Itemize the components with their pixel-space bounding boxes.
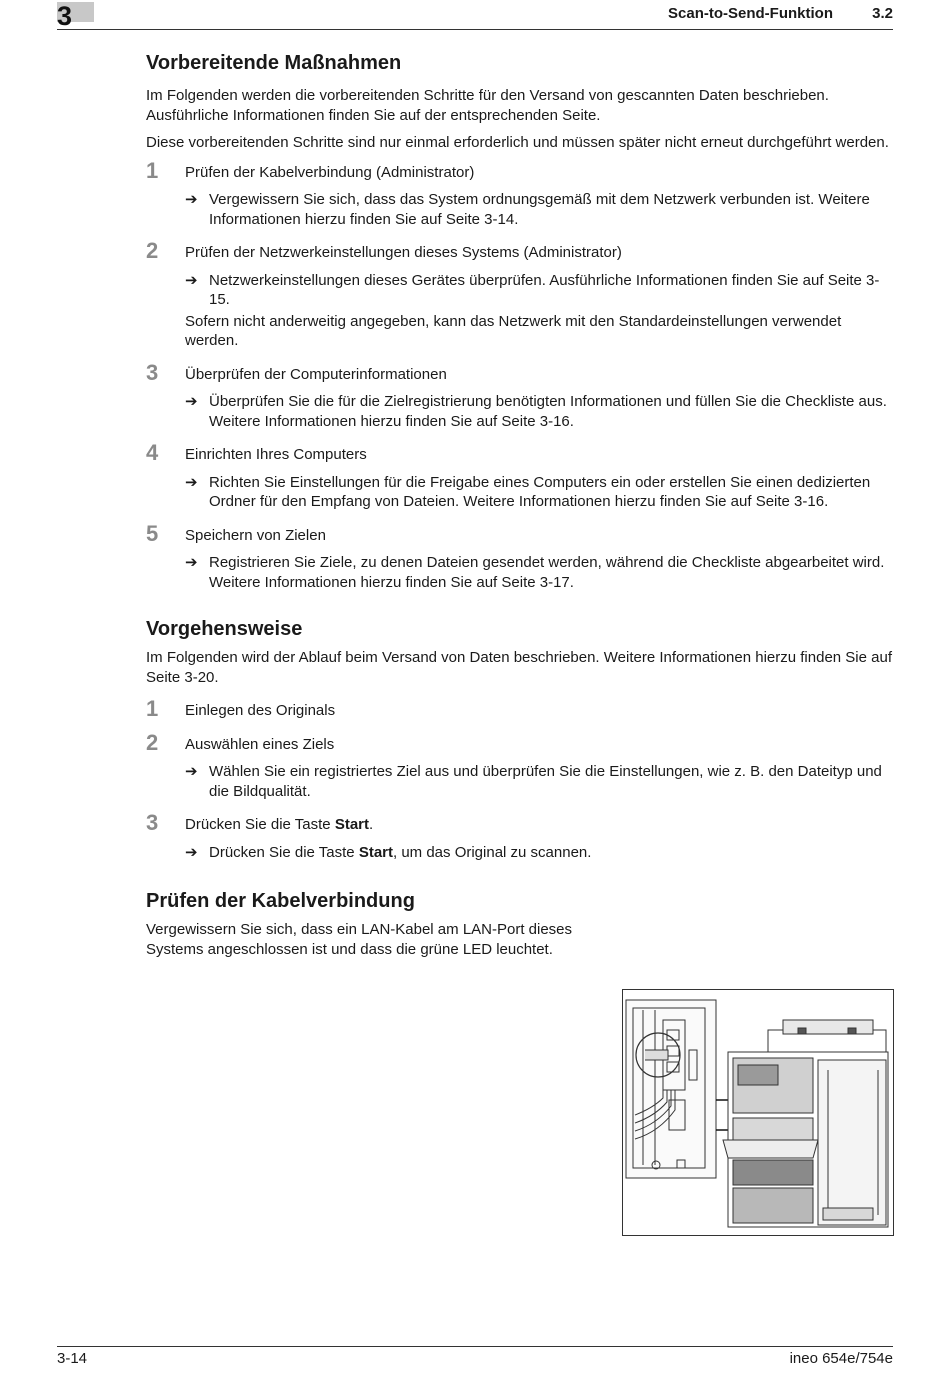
arrow-icon: ➔: [185, 763, 198, 780]
arrow-icon: ➔: [185, 473, 198, 491]
step-number: 4: [146, 440, 159, 465]
step-title: Auswählen eines Ziels: [185, 735, 335, 753]
footer-rule: [57, 1346, 893, 1347]
step-number: 2: [146, 238, 159, 263]
step-title: Einlegen des Originals: [185, 702, 336, 719]
section-heading-preparation: Vorbereitende Maßnahmen: [146, 52, 402, 74]
section-heading-procedure: Vorgehensweise: [146, 618, 303, 640]
product-model: ineo 654e/754e: [789, 1350, 893, 1367]
step-number: 1: [146, 696, 159, 721]
step-detail: [185, 762, 893, 801]
start-key-label: Start: [334, 816, 369, 833]
procedure-intro: Im Folgenden wird der Ablauf beim Versand von Daten beschrieben. Weitere Informationen hierzu finden Sie auf Seite 3-20.: [146, 649, 892, 686]
header-title: Scan-to-Send-Funktion: [668, 5, 833, 22]
header-rule: [57, 29, 893, 30]
chapter-number: 3: [57, 1, 73, 31]
section-heading-cable-check: Prüfen der Kabelverbindung: [146, 890, 415, 912]
page-content: [146, 50, 893, 967]
step-detail-text: Überprüfen Sie die für die Zielregistrierung benötigten Informationen und füllen Sie die Checkliste aus. Weitere Informationen hierzu finden Sie auf Seite 3-16.: [209, 393, 887, 430]
step-number: 2: [146, 729, 159, 755]
step-title: Prüfen der Netzwerkeinstellungen dieses Systems (Administrator): [185, 244, 622, 261]
step-detail-text: Richten Sie Einstellungen für die Freigabe eines Computers ein oder erstellen Sie einen dedizierten Ordner für den Empfang von Dateien. Weitere Informationen hierzu finden Sie auf Seite 3-16.: [209, 473, 871, 510]
arrow-icon: ➔: [185, 843, 198, 861]
intro-paragraph-2: Diese vorbereitenden Schritte sind nur einmal erforderlich und müssen später nicht erneut durchgeführt werden.: [146, 134, 889, 151]
step-detail: [185, 553, 893, 592]
start-key-label: Start: [358, 843, 393, 861]
arrow-icon: ➔: [185, 393, 198, 410]
step-note: Sofern nicht anderweitig angegeben, kann das Netzwerk mit den Standardeinstellungen verwendet werden.: [185, 312, 842, 349]
step-detail: [185, 190, 893, 229]
prep-step-4: [146, 440, 893, 512]
step-title: [185, 815, 893, 835]
step-detail-text: [209, 844, 591, 861]
prep-step-1: [146, 157, 893, 230]
mfp-lan-port-illustration: [622, 989, 894, 1236]
intro-paragraph: Im Folgenden werden die vorbereitenden Schritte für den Versand von gescannten Daten beschrieben. Ausführliche Informationen finden Sie auf der entsprechenden Seite.: [146, 87, 829, 124]
step-number: 5: [146, 520, 159, 546]
printer-drawing: [623, 990, 893, 1235]
detail-text-pre: Drücken Sie die Taste: [209, 843, 359, 861]
detail-text-post: , um das Original zu scannen.: [393, 843, 592, 861]
step-title: Speichern von Zielen: [185, 526, 326, 544]
step-detail-text: Vergewissern Sie sich, dass das System ordnungsgemäß mit dem Netzwerk verbunden ist. Weitere Informationen hierzu finden Sie auf Seite 3-14.: [209, 191, 870, 228]
step-detail-text: Registrieren Sie Ziele, zu denen Dateien gesendet werden, während die Checkliste abgearbeitet wird. Weitere Informationen hierzu finden Sie auf Seite 3-17.: [209, 554, 885, 591]
arrow-icon: ➔: [185, 271, 198, 289]
step-title: Prüfen der Kabelverbindung (Administrator): [185, 163, 475, 181]
step-detail-text: Netzwerkeinstellungen dieses Gerätes überprüfen. Ausführliche Informationen finden Sie auf Seite 3-15.: [209, 271, 880, 308]
step-title-text: Drücken Sie die Taste: [185, 816, 335, 833]
step-detail-text: Wählen Sie ein registriertes Ziel aus und überprüfen Sie die Einstellungen, wie z. B. den Dateityp und die Bildqualität.: [209, 763, 882, 800]
proc-step-2: [146, 729, 893, 802]
step-number: 3: [146, 359, 159, 385]
header-section-number: 3.2: [872, 5, 893, 22]
proc-step-3: [146, 810, 893, 862]
arrow-icon: ➔: [185, 191, 198, 208]
step-title-suffix: .: [369, 816, 374, 833]
prep-step-2: [146, 238, 893, 351]
step-detail: [185, 843, 893, 863]
step-number: 3: [146, 810, 159, 835]
step-number: 1: [146, 157, 159, 183]
cable-check-paragraph: Vergewissern Sie sich, dass ein LAN-Kabel am LAN-Port dieses Systems angeschlossen ist und dass die grüne LED leuchtet.: [146, 921, 573, 958]
prep-step-3: [146, 359, 893, 432]
step-detail: [185, 473, 893, 512]
arrow-icon: ➔: [185, 554, 198, 571]
step-detail: [185, 271, 893, 310]
step-detail: [185, 392, 893, 431]
proc-step-1: [146, 696, 893, 721]
step-title: Überprüfen der Computerinformationen: [185, 365, 447, 383]
prep-step-5: [146, 520, 893, 593]
step-title: Einrichten Ihres Computers: [185, 446, 367, 463]
page-number: 3-14: [57, 1350, 88, 1367]
